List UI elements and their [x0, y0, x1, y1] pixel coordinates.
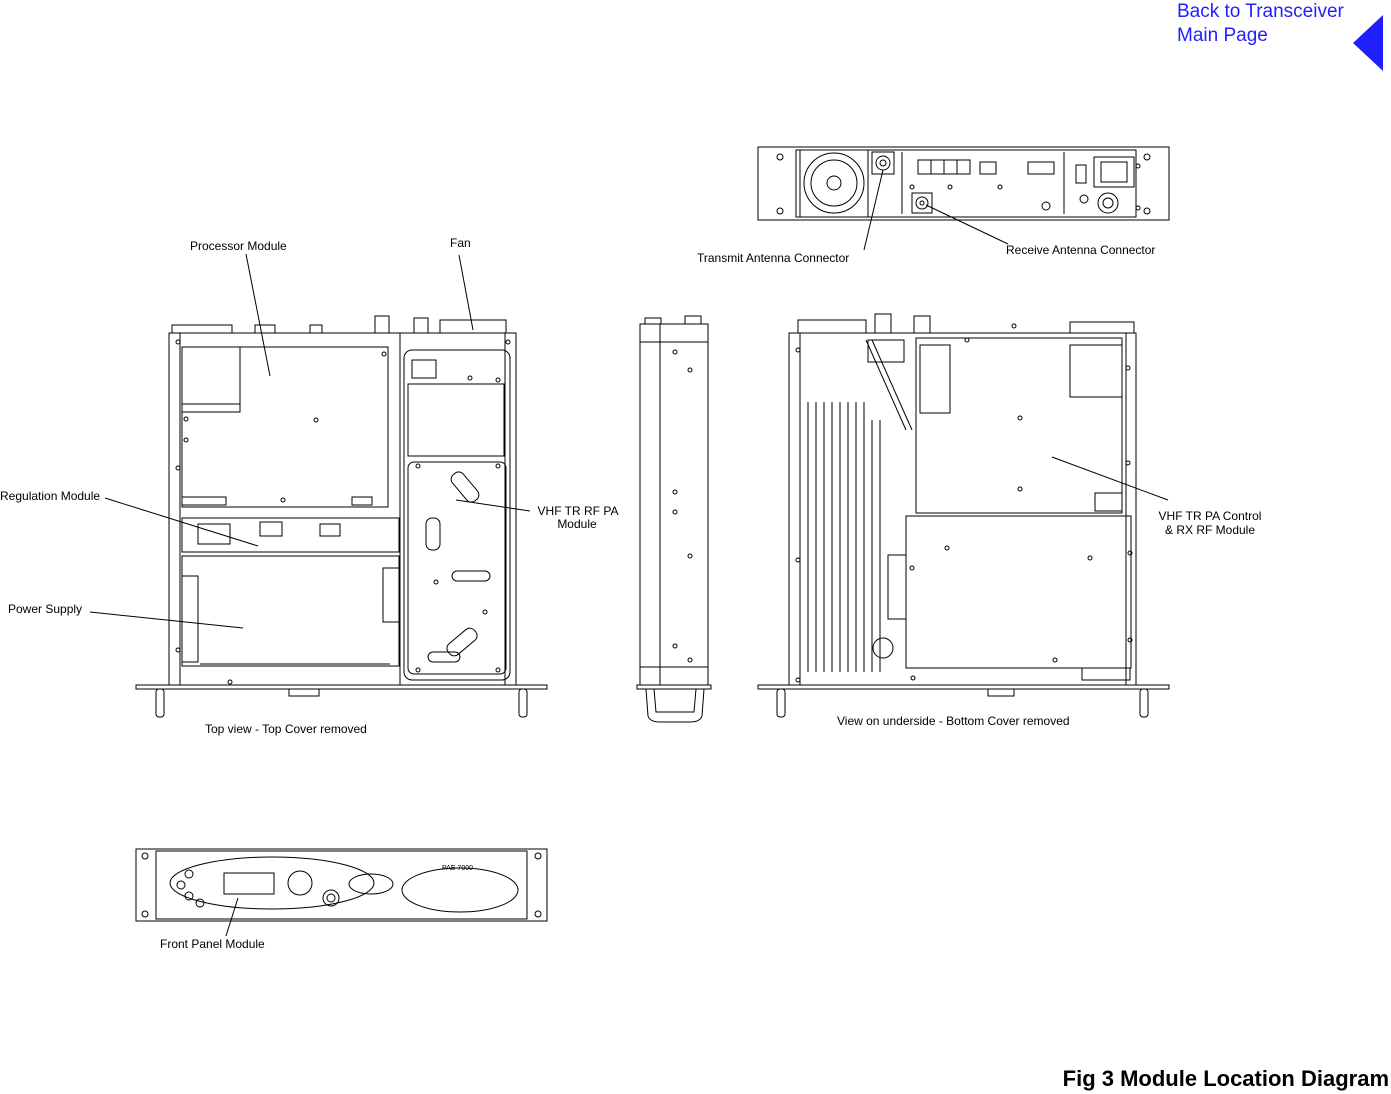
power-supply-label: Power Supply — [8, 602, 83, 616]
processor-module-label: Processor Module — [190, 239, 287, 253]
fan-label: Fan — [450, 236, 471, 250]
transmit-antenna-label: Transmit Antenna Connector — [697, 251, 850, 265]
receive-antenna-label: Receive Antenna Connector — [1006, 243, 1156, 257]
top-view — [90, 254, 547, 717]
pa-control-label-line2: & RX RF Module — [1164, 523, 1256, 537]
underside-view — [758, 314, 1169, 717]
front-panel-module-label: Front Panel Module — [160, 937, 265, 951]
side-view — [637, 316, 711, 722]
underside-view-caption: View on underside - Bottom Cover removed — [837, 714, 1070, 728]
pa-module-label-line1: VHF TR RF PA — [537, 504, 619, 518]
figure-title: Fig 3 Module Location Diagram — [1062, 1066, 1389, 1091]
back-link-line1: Back to Transceiver — [1177, 1, 1344, 22]
rear-panel-view — [758, 147, 1169, 250]
regulation-module-label: Regulation Module — [0, 489, 101, 503]
back-link-line2: Main Page — [1177, 25, 1268, 46]
svg-text:PAE 7000: PAE 7000 — [442, 865, 474, 872]
pa-control-label-line1: VHF TR PA Control — [1158, 509, 1262, 523]
top-view-caption: Top view - Top Cover removed — [205, 722, 367, 736]
front-panel-view — [136, 849, 547, 936]
pa-module-label-line2: Module — [557, 517, 597, 531]
